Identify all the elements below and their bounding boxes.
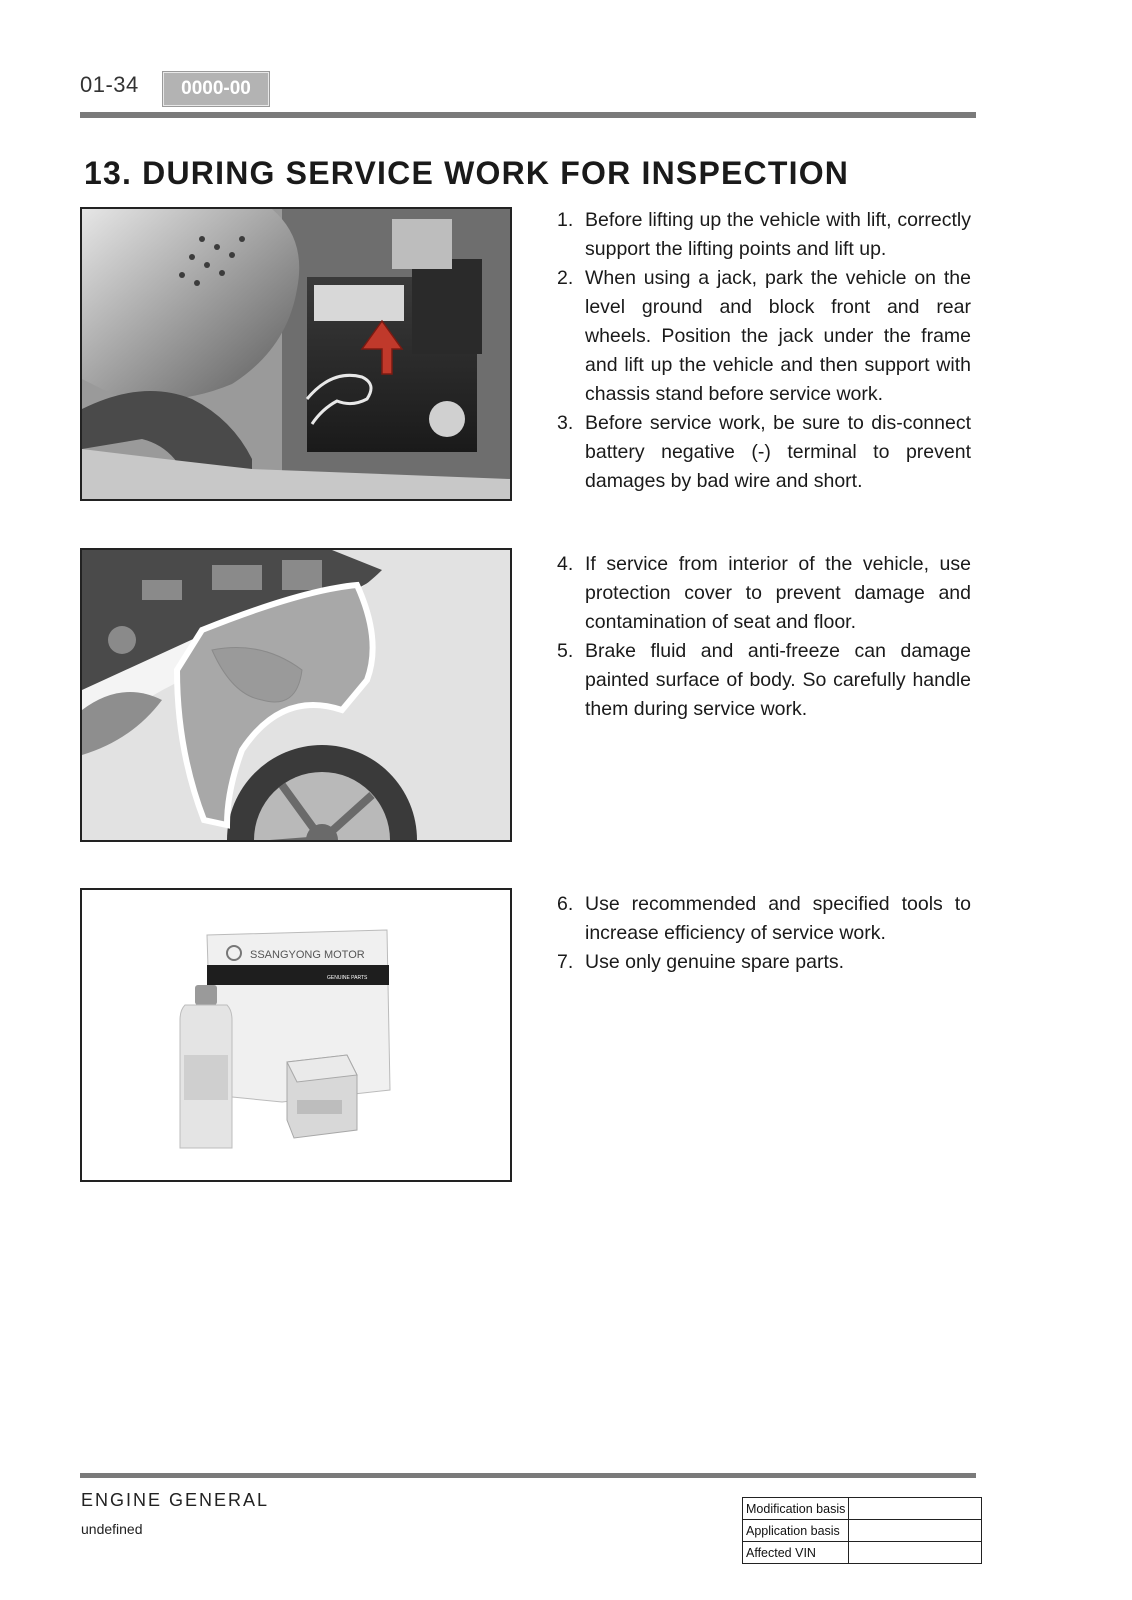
step-number: 5.: [557, 640, 574, 662]
page-number: 01-34: [80, 72, 139, 97]
table-row: [743, 1520, 982, 1542]
affected-vin-value: [849, 1542, 982, 1564]
step-text: Use recommended and specified tools to increase efficiency of service work.: [585, 893, 971, 944]
footer-section-title: ENGINE GENERAL: [81, 1490, 270, 1510]
page-title: 13. DURING SERVICE WORK FOR INSPECTION: [84, 155, 850, 191]
table-row: [743, 1542, 982, 1564]
list-item: [557, 206, 971, 264]
list-item: [557, 637, 971, 724]
engine-battery-photo: [82, 209, 510, 499]
modification-basis-label: Modification basis: [743, 1498, 849, 1520]
step-number: 3.: [557, 412, 574, 434]
step-text: If service from interior of the vehicle, use protection cover to prevent damage and contamination of seat and floor.: [585, 553, 971, 633]
modification-basis-value: [849, 1498, 982, 1520]
figure-battery-engine-bay: [80, 207, 512, 501]
section-code-badge: 0000-00: [163, 72, 269, 106]
footer-rule: [80, 1473, 976, 1478]
steps-list-1: [557, 206, 971, 496]
list-item: [557, 890, 971, 948]
header-rule: [80, 112, 976, 118]
list-item: [557, 264, 971, 409]
box-brand-text: SSANGYONG MOTOR: [250, 949, 365, 961]
step-text: Use only genuine spare parts.: [585, 951, 845, 973]
fender-cover-photo: [82, 550, 510, 840]
step-number: 1.: [557, 209, 574, 231]
step-text: When using a jack, park the vehicle on the level ground and block front and rear wheels. Position the jack under the frame and lift up the vehicle and then support with chassis stand before service work.: [585, 267, 971, 405]
step-number: 4.: [557, 553, 574, 575]
steps-list-2: [557, 550, 971, 724]
figure-fender-cover: [80, 548, 512, 842]
list-item: [557, 550, 971, 637]
figure-genuine-parts: [80, 888, 512, 1182]
basis-table: [742, 1497, 982, 1564]
application-basis-value: [849, 1520, 982, 1542]
step-number: 6.: [557, 893, 574, 915]
box-sub-text: GENUINE PARTS: [327, 975, 368, 981]
affected-vin-label: Affected VIN: [743, 1542, 849, 1564]
step-number: 7.: [557, 951, 574, 973]
genuine-parts-photo: [82, 890, 510, 1180]
steps-list-3: [557, 890, 971, 977]
list-item: [557, 948, 971, 977]
step-number: 2.: [557, 267, 574, 289]
step-text: Brake fluid and anti-freeze can damage painted surface of body. So carefully handle them during service work.: [585, 640, 971, 720]
list-item: [557, 409, 971, 496]
table-row: [743, 1498, 982, 1520]
footer-subtitle: undefined: [81, 1521, 143, 1537]
step-text: Before service work, be sure to dis-connect battery negative (-) terminal to prevent damages by bad wire and short.: [585, 412, 971, 492]
application-basis-label: Application basis: [743, 1520, 849, 1542]
step-text: Before lifting up the vehicle with lift, correctly support the lifting points and lift up.: [585, 209, 971, 260]
